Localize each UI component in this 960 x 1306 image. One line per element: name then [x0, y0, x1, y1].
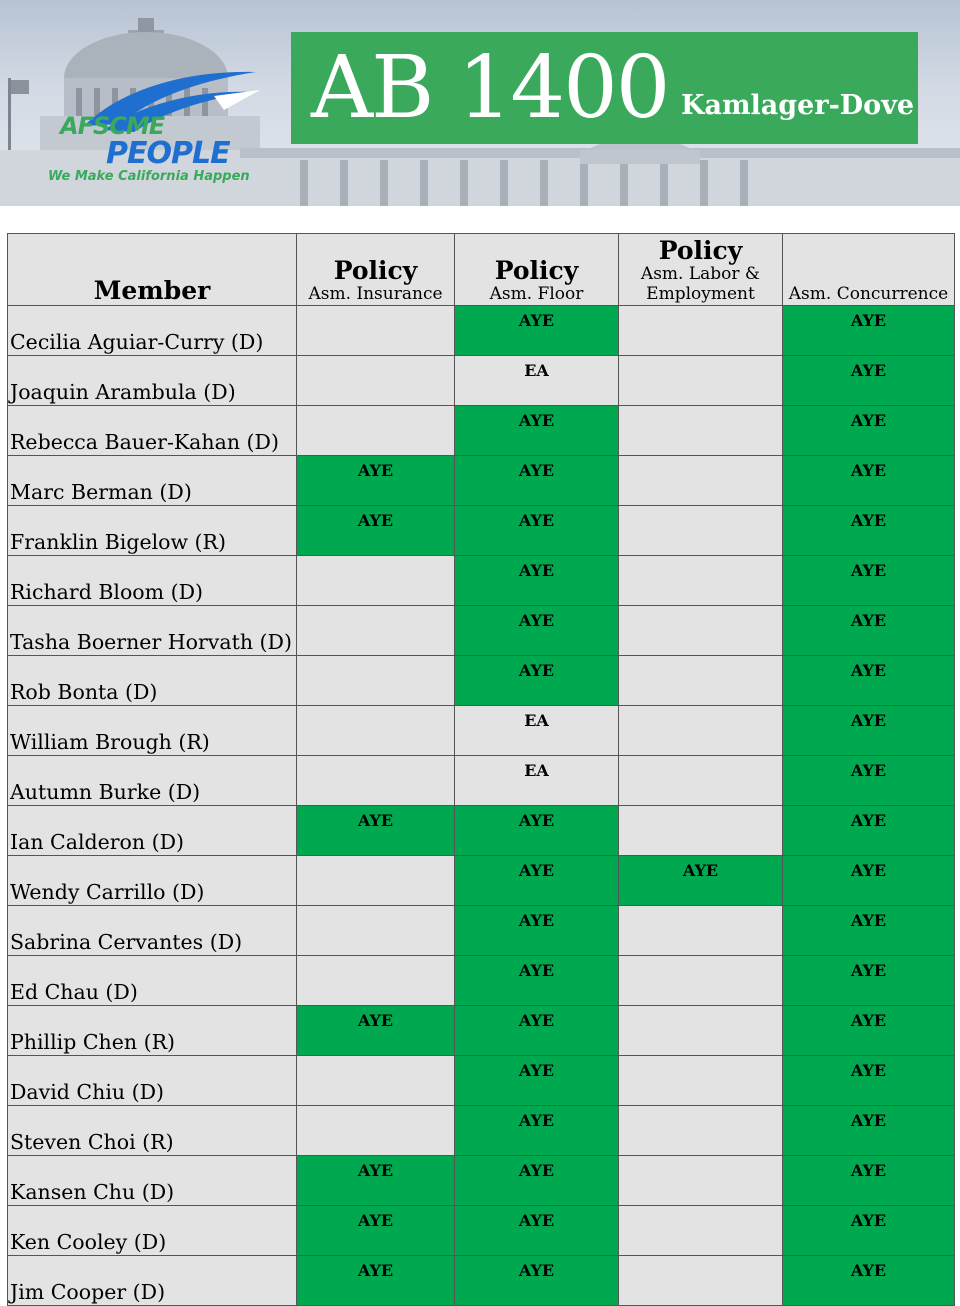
- vote-cell: AYE: [783, 1106, 955, 1156]
- logo-afscme-text: AFSCME: [60, 112, 165, 140]
- vote-cell: [619, 756, 783, 806]
- table-row: [8, 606, 955, 656]
- vote-cell: [619, 306, 783, 356]
- column-subtitle: Asm. Insurance: [308, 284, 443, 304]
- vote-cell: [619, 806, 783, 856]
- table-row: [8, 356, 955, 406]
- member-name: Rob Bonta (D): [8, 656, 297, 706]
- vote-cell: AYE: [783, 856, 955, 906]
- table-row: [8, 906, 955, 956]
- vote-cell: AYE: [783, 1156, 955, 1206]
- vote-cell: AYE: [455, 606, 619, 656]
- vote-cell: AYE: [783, 356, 955, 406]
- vote-cell: AYE: [783, 406, 955, 456]
- vote-cell: AYE: [783, 956, 955, 1006]
- vote-cell: AYE: [783, 756, 955, 806]
- table-row: [8, 656, 955, 706]
- vote-cell: [297, 306, 455, 356]
- vote-cell: AYE: [783, 656, 955, 706]
- logo-tagline: We Make California Happen: [48, 169, 250, 184]
- vote-cell: [297, 856, 455, 906]
- vote-cell: AYE: [297, 506, 455, 556]
- vote-cell: AYE: [455, 306, 619, 356]
- column-header-insurance: [297, 234, 455, 306]
- vote-cell: AYE: [455, 956, 619, 1006]
- vote-cell: AYE: [619, 856, 783, 906]
- column-subtitle: Asm. Concurrence: [788, 284, 949, 304]
- vote-cell: AYE: [783, 1056, 955, 1106]
- vote-cell: AYE: [783, 506, 955, 556]
- column-title: Policy: [494, 256, 579, 285]
- vote-cell: [297, 1106, 455, 1156]
- column-title: Member: [93, 276, 211, 305]
- vote-cell: AYE: [455, 1256, 619, 1306]
- table-row: [8, 306, 955, 356]
- bill-author: Kamlager-Dove: [681, 90, 915, 121]
- table-row: [8, 806, 955, 856]
- vote-cell: AYE: [455, 506, 619, 556]
- vote-cell: AYE: [783, 1006, 955, 1056]
- vote-cell: [619, 1206, 783, 1256]
- member-name: Tasha Boerner Horvath (D): [8, 606, 297, 656]
- vote-cell: [297, 1056, 455, 1106]
- vote-cell: AYE: [455, 1006, 619, 1056]
- header-banner: [0, 0, 960, 206]
- vote-cell: [619, 556, 783, 606]
- vote-cell: [619, 506, 783, 556]
- member-name: Cecilia Aguiar-Curry (D): [8, 306, 297, 356]
- vote-cell: [297, 606, 455, 656]
- table-row: [8, 1006, 955, 1056]
- column-subtitle: Asm. Labor & Employment: [640, 264, 761, 304]
- table-row: [8, 456, 955, 506]
- vote-cell: EA: [455, 706, 619, 756]
- vote-cell: AYE: [297, 456, 455, 506]
- vote-cell: AYE: [455, 856, 619, 906]
- vote-cell: [297, 706, 455, 756]
- member-name: Autumn Burke (D): [8, 756, 297, 806]
- logo-people-text: PEOPLE: [106, 136, 230, 171]
- vote-cell: [619, 1106, 783, 1156]
- column-subtitle: Asm. Floor: [489, 284, 584, 304]
- vote-cell: AYE: [455, 656, 619, 706]
- member-name: Phillip Chen (R): [8, 1006, 297, 1056]
- member-name: Kansen Chu (D): [8, 1156, 297, 1206]
- table-row: [8, 556, 955, 606]
- vote-cell: [619, 456, 783, 506]
- table-row: [8, 706, 955, 756]
- vote-cell: [619, 606, 783, 656]
- bill-number: AB 1400: [311, 38, 669, 138]
- table-row: [8, 1106, 955, 1156]
- vote-cell: AYE: [455, 906, 619, 956]
- column-title: Policy: [333, 256, 418, 285]
- vote-cell: [619, 1006, 783, 1056]
- vote-cell: [297, 556, 455, 606]
- vote-cell: [619, 706, 783, 756]
- vote-cell: AYE: [783, 456, 955, 506]
- vote-cell: [619, 956, 783, 1006]
- vote-cell: AYE: [297, 1206, 455, 1256]
- vote-cell: AYE: [783, 706, 955, 756]
- vote-cell: [619, 1256, 783, 1306]
- table-header-row: [8, 234, 955, 306]
- vote-cell: [619, 356, 783, 406]
- vote-cell: AYE: [783, 806, 955, 856]
- vote-cell: AYE: [297, 806, 455, 856]
- vote-cell: AYE: [455, 556, 619, 606]
- column-header-concurrence: [783, 234, 955, 306]
- vote-cell: AYE: [783, 906, 955, 956]
- vote-cell: [619, 406, 783, 456]
- table-row: [8, 1056, 955, 1106]
- vote-cell: [619, 1056, 783, 1106]
- vote-cell: AYE: [297, 1156, 455, 1206]
- vote-cell: AYE: [783, 606, 955, 656]
- vote-table: [7, 233, 955, 1306]
- vote-cell: AYE: [297, 1256, 455, 1306]
- member-name: Steven Choi (R): [8, 1106, 297, 1156]
- title-box: [291, 32, 918, 144]
- member-name: Joaquin Arambula (D): [8, 356, 297, 406]
- vote-cell: [619, 1156, 783, 1206]
- member-name: Ken Cooley (D): [8, 1206, 297, 1256]
- table-row: [8, 956, 955, 1006]
- vote-cell: [297, 406, 455, 456]
- afscme-people-logo: [44, 66, 284, 190]
- table-row: [8, 506, 955, 556]
- vote-cell: AYE: [783, 1206, 955, 1256]
- member-name: Sabrina Cervantes (D): [8, 906, 297, 956]
- vote-cell: AYE: [783, 556, 955, 606]
- member-name: Franklin Bigelow (R): [8, 506, 297, 556]
- table-row: [8, 756, 955, 806]
- member-name: Ed Chau (D): [8, 956, 297, 1006]
- table-row: [8, 856, 955, 906]
- member-name: Richard Bloom (D): [8, 556, 297, 606]
- column-header-member: [8, 234, 297, 306]
- vote-cell: [619, 656, 783, 706]
- member-name: Ian Calderon (D): [8, 806, 297, 856]
- vote-cell: AYE: [455, 1056, 619, 1106]
- member-name: David Chiu (D): [8, 1056, 297, 1106]
- member-name: Jim Cooper (D): [8, 1256, 297, 1306]
- vote-cell: [297, 356, 455, 406]
- vote-cell: [297, 906, 455, 956]
- member-name: Wendy Carrillo (D): [8, 856, 297, 906]
- vote-cell: AYE: [297, 1006, 455, 1056]
- vote-cell: [297, 956, 455, 1006]
- vote-cell: AYE: [455, 456, 619, 506]
- column-header-labor: [619, 234, 783, 306]
- vote-cell: [297, 656, 455, 706]
- vote-cell: AYE: [455, 1206, 619, 1256]
- vote-cell: AYE: [455, 1156, 619, 1206]
- vote-cell: EA: [455, 756, 619, 806]
- vote-cell: AYE: [455, 1106, 619, 1156]
- vote-cell: AYE: [783, 306, 955, 356]
- vote-cell: AYE: [783, 1256, 955, 1306]
- member-name: Marc Berman (D): [8, 456, 297, 506]
- table-row: [8, 1256, 955, 1306]
- column-header-floor: [455, 234, 619, 306]
- vote-cell: [297, 756, 455, 806]
- vote-cell: [619, 906, 783, 956]
- vote-cell: EA: [455, 356, 619, 406]
- member-name: Rebecca Bauer-Kahan (D): [8, 406, 297, 456]
- vote-cell: AYE: [455, 806, 619, 856]
- member-name: William Brough (R): [8, 706, 297, 756]
- vote-table-body: [8, 306, 955, 1306]
- table-row: [8, 1156, 955, 1206]
- column-title: Policy: [658, 236, 743, 265]
- table-row: [8, 1206, 955, 1256]
- vote-cell: AYE: [455, 406, 619, 456]
- table-row: [8, 406, 955, 456]
